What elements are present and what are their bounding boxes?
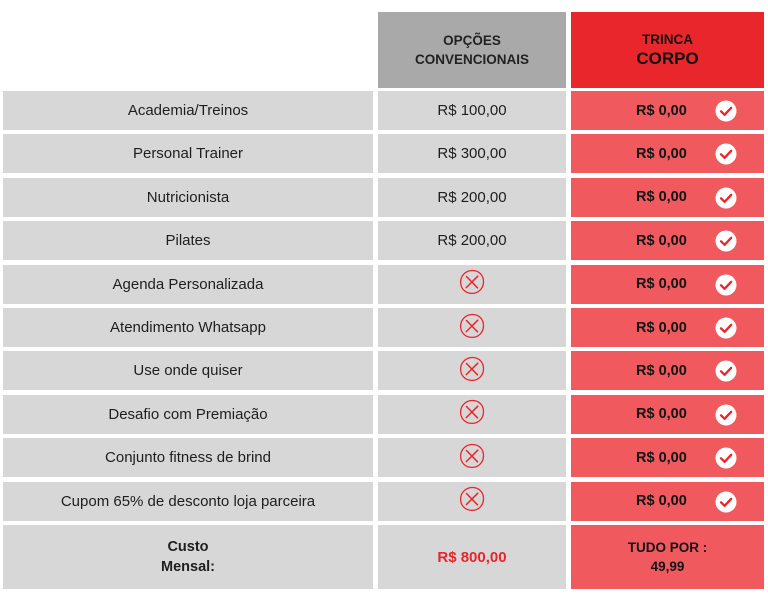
table-row: [0, 178, 768, 217]
header-conventional-line1: OPÇÕES: [443, 33, 501, 48]
row-trinca-cell: [571, 178, 764, 217]
row-label: Atendimento Whatsapp: [3, 308, 373, 347]
row-conventional-price: R$ 200,00: [378, 178, 566, 217]
header-trinca-line1: TRINCA: [642, 31, 693, 47]
check-circle-icon: [715, 360, 737, 382]
table-row: [0, 351, 768, 390]
total-offer-line2: 49,99: [650, 559, 685, 574]
row-conventional-cell: [378, 395, 566, 434]
table-row: [0, 438, 768, 477]
row-conventional-cell: [378, 265, 566, 304]
row-label: Use onde quiser: [3, 351, 373, 390]
row-trinca-price: R$ 0,00: [636, 362, 687, 379]
row-trinca-cell: [571, 134, 764, 173]
x-circle-icon: [458, 485, 486, 517]
table-row: [0, 91, 768, 130]
total-conventional-cost: R$ 800,00: [378, 525, 566, 589]
row-trinca-cell: [571, 265, 764, 304]
x-circle-icon: [458, 268, 486, 300]
row-label: Nutricionista: [3, 178, 373, 217]
row-trinca-price: R$ 0,00: [636, 102, 687, 119]
total-label-line2: Mensal:: [161, 559, 215, 575]
check-circle-icon: [715, 187, 737, 209]
row-trinca-price: R$ 0,00: [636, 145, 687, 162]
row-trinca-price: R$ 0,00: [636, 232, 687, 249]
total-label: [3, 525, 373, 589]
total-row: [0, 525, 768, 589]
table-row: [0, 134, 768, 173]
total-offer: [571, 525, 764, 589]
row-label: Conjunto fitness de brind: [3, 438, 373, 477]
header-conventional-options: [378, 12, 566, 88]
row-label: Cupom 65% de desconto loja parceira: [3, 482, 373, 521]
row-trinca-price: R$ 0,00: [636, 493, 687, 510]
row-conventional-price: R$ 300,00: [378, 134, 566, 173]
row-conventional-cell: [378, 482, 566, 521]
table-row: [0, 482, 768, 521]
total-label-line1: Custo: [167, 539, 209, 555]
check-circle-icon: [715, 100, 737, 122]
row-conventional-price: R$ 200,00: [378, 221, 566, 260]
check-circle-icon: [715, 491, 737, 513]
check-circle-icon: [715, 143, 737, 165]
table-row: [0, 308, 768, 347]
x-circle-icon: [458, 355, 486, 387]
row-trinca-cell: [571, 438, 764, 477]
row-conventional-cell: [378, 438, 566, 477]
row-trinca-price: R$ 0,00: [636, 449, 687, 466]
x-circle-icon: [458, 442, 486, 474]
row-label: Personal Trainer: [3, 134, 373, 173]
row-trinca-price: R$ 0,00: [636, 189, 687, 206]
row-label: Agenda Personalizada: [3, 265, 373, 304]
row-label: Academia/Treinos: [3, 91, 373, 130]
row-trinca-price: R$ 0,00: [636, 319, 687, 336]
header-conventional-line2: CONVENCIONAIS: [414, 52, 529, 67]
row-label: Pilates: [3, 221, 373, 260]
check-circle-icon: [715, 274, 737, 296]
header-trinca-line2: CORPO: [636, 48, 699, 68]
row-trinca-cell: [571, 221, 764, 260]
row-conventional-price: R$ 100,00: [378, 91, 566, 130]
row-trinca-cell: [571, 308, 764, 347]
row-label: Desafio com Premiação: [3, 395, 373, 434]
x-circle-icon: [458, 398, 486, 430]
table-row: [0, 265, 768, 304]
x-circle-icon: [458, 312, 486, 344]
table-row: [0, 221, 768, 260]
check-circle-icon: [715, 447, 737, 469]
row-trinca-cell: [571, 351, 764, 390]
row-conventional-cell: [378, 308, 566, 347]
row-trinca-price: R$ 0,00: [636, 406, 687, 423]
table-row: [0, 395, 768, 434]
header-trinca-corpo: [571, 12, 764, 88]
check-circle-icon: [715, 404, 737, 426]
check-circle-icon: [715, 230, 737, 252]
row-trinca-cell: [571, 91, 764, 130]
row-trinca-cell: [571, 395, 764, 434]
row-trinca-price: R$ 0,00: [636, 276, 687, 293]
check-circle-icon: [715, 317, 737, 339]
total-offer-line1: TUDO POR :: [627, 540, 708, 555]
row-conventional-cell: [378, 351, 566, 390]
row-trinca-cell: [571, 482, 764, 521]
